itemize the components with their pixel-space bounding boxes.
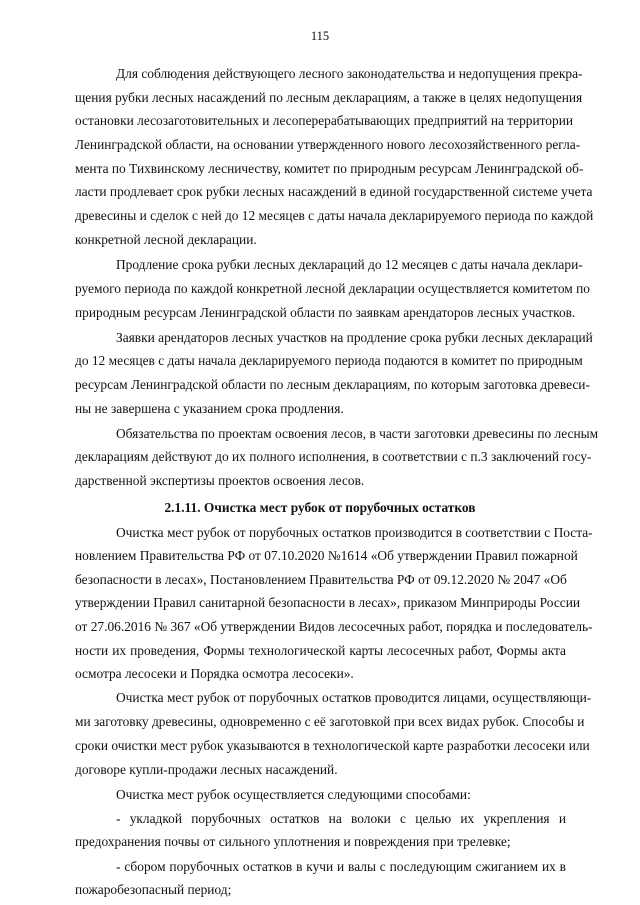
paragraph-line: дарственной экспертизы проектов освоения лесов. bbox=[75, 473, 365, 488]
paragraph-line: осмотра лесосеки и Порядка осмотра лесосеки». bbox=[75, 666, 354, 681]
page-number: 115 bbox=[310, 29, 330, 43]
paragraph-line: руемого периода по каждой конкретной лесной декларации осуществляется комитетом по bbox=[75, 281, 590, 296]
paragraph-line: Очистка мест рубок от порубочных остатков проводится лицами, осуществляющи- bbox=[116, 690, 592, 705]
paragraph-line: ны не завершена с указанием срока продления. bbox=[75, 401, 344, 416]
paragraph-line: Для соблюдения действующего лесного законодательства и недопущения прекра- bbox=[116, 66, 583, 81]
paragraph-line: утверждении Правил санитарной безопасности в лесах», приказом Минприроды России bbox=[75, 595, 581, 610]
paragraph-line: остановки лесозаготовительных и лесоперерабатывающих предприятий на территории bbox=[75, 113, 574, 128]
paragraph-line: Очистка мест рубок осуществляется следующими способами: bbox=[116, 787, 471, 802]
paragraph-line: ресурсам Ленинградской области по лесным декларациям, по которым заготовка древеси- bbox=[75, 377, 590, 392]
paragraph-line: Заявки арендаторов лесных участков на продление срока рубки лесных деклараций bbox=[116, 330, 593, 345]
paragraph-line: от 27.06.2016 № 367 «Об утверждении Видов лесосечных работ, порядка и последователь- bbox=[75, 619, 593, 634]
paragraph-line: ласти продлевает срок рубки лесных насаждений в единой государственной системе учета bbox=[75, 184, 593, 199]
paragraph-line: Ленинградской области, на основании утвержденного нового лесохозяйственного регла- bbox=[75, 137, 581, 152]
paragraph-line: декларациям действуют до их полного исполнения, в соответствии с п.3 заключений госу- bbox=[75, 449, 592, 464]
paragraph-line: ности их проведения, Формы технологической карты лесосечных работ, Формы акта bbox=[75, 643, 566, 658]
paragraph-line: конкретной лесной декларации. bbox=[75, 232, 257, 247]
paragraph-line: Обязательства по проектам освоения лесов, в части заготовки древесины по лесным bbox=[116, 426, 599, 441]
list-item-line: предохранения почвы от сильного уплотнения и повреждения при трелевке; bbox=[75, 834, 511, 849]
list-item-line: пожаробезопасный период; bbox=[75, 882, 232, 897]
paragraph-line: Очистка мест рубок от порубочных остатков производится в соответствии с Поста- bbox=[116, 525, 593, 540]
list-item-line: - укладкой порубочных остатков на волоки с целью их укрепления и bbox=[116, 811, 566, 826]
paragraph-line: природным ресурсам Ленинградской области по заявкам арендаторов лесных участков. bbox=[75, 305, 576, 320]
section-heading: 2.1.11. Очистка мест рубок от порубочных остатков bbox=[164, 500, 476, 515]
paragraph-line: щения рубки лесных насаждений по лесным декларациям, а также в целях недопущения bbox=[75, 90, 583, 105]
paragraph-line: договоре купли-продажи лесных насаждений. bbox=[75, 762, 338, 777]
paragraph-line: безопасности в лесах», Постановлением Правительства РФ от 09.12.2020 № 2047 «Об bbox=[75, 572, 567, 587]
list-item-line: - сбором порубочных остатков в кучи и валы с последующим сжиганием их в bbox=[116, 859, 566, 874]
paragraph-line: до 12 месяцев с даты начала декларируемого периода подаются в комитет по природным bbox=[75, 353, 583, 368]
paragraph-line: сроки очистки мест рубок указываются в технологической карте разработки лесосеки или bbox=[75, 738, 590, 753]
paragraph-line: Продление срока рубки лесных деклараций до 12 месяцев с даты начала деклари- bbox=[116, 257, 583, 272]
paragraph-line: мента по Тихвинскому лесничеству, комитет по природным ресурсам Ленинградской об- bbox=[75, 161, 584, 176]
paragraph-line: ми заготовку древесины, одновременно с её заготовкой при всех видах рубок. Способы и bbox=[75, 714, 585, 729]
paragraph-line: древесины и сделок с ней до 12 месяцев с даты начала декларируемого периода по каждой bbox=[75, 208, 594, 223]
paragraph-line: новлением Правительства РФ от 07.10.2020 №1614 «Об утверждении Правил пожарной bbox=[75, 548, 578, 563]
